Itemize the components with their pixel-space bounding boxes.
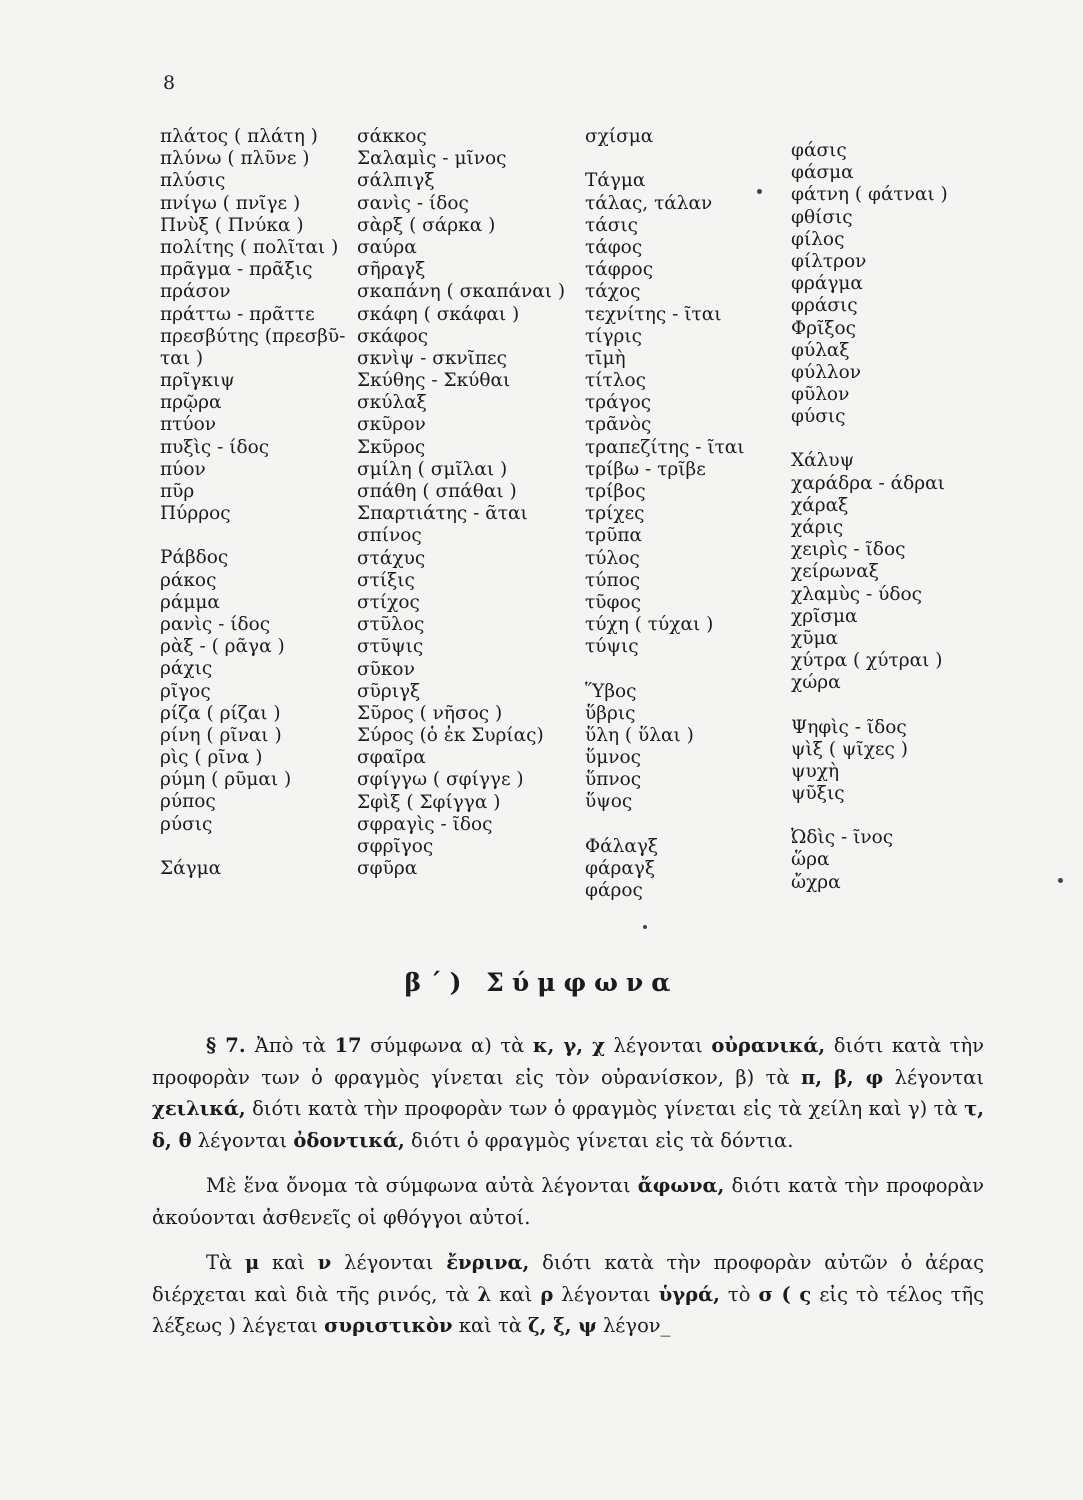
word-entry: Σπαρτιάτης - ᾶται: [357, 503, 528, 525]
word-entry: σῆραγξ: [357, 259, 426, 281]
word-entry: ρίνη ( ρῖναι ): [160, 724, 282, 746]
word-entry: τρίβω - τρῖβε: [585, 458, 706, 480]
word-entry: τρίβος: [585, 481, 646, 502]
text: καὶ: [491, 1282, 541, 1306]
word-entry: σχίσμα: [585, 126, 654, 147]
word-entry: σφῦρα: [357, 858, 418, 880]
word-entry: ὕμνος: [585, 747, 642, 769]
word-entry: πράττω - πρᾶττε: [160, 303, 315, 325]
ink-speck: [643, 925, 647, 929]
word-entry: τύπος: [585, 569, 641, 591]
text: λέγονται: [553, 1282, 659, 1306]
word-entry: σφίγγω ( σφίγγε ): [357, 769, 524, 791]
word-entry: Ράβδος: [160, 547, 229, 569]
word-entry: σφαῖρα: [357, 747, 426, 769]
word-entry: σκαπάνη ( σκαπάναι ): [357, 281, 566, 303]
word-entry: φύλλον: [791, 361, 862, 383]
word-entry: χαράδρα - άδραι: [791, 472, 945, 494]
word-entry: τραπεζίτης - ῖται: [585, 436, 745, 458]
word-entry: πύον: [160, 458, 206, 480]
text-bold: ν: [317, 1251, 332, 1274]
word-column-1: [160, 126, 345, 880]
word-entry: Σύρος (ὁ ἐκ Συρίας): [357, 725, 544, 747]
text-bold: τ, δ, θ: [152, 1097, 984, 1152]
word-entry: ρὰξ - ( ρᾶγα ): [160, 636, 285, 658]
word-entry: φράγμα: [791, 273, 863, 295]
text: καὶ: [259, 1251, 318, 1274]
term-bold: ἔνρινα,: [446, 1251, 530, 1274]
word-entry: φῦλον: [791, 384, 850, 406]
word-entry: ὤχρα: [791, 871, 841, 893]
word-entry: σὰρξ ( σάρκα ): [357, 214, 496, 236]
word-entry: Σκῦρος: [357, 436, 426, 458]
word-entry: Σαλαμὶς - μῖνος: [357, 148, 507, 170]
word-entry: τεχνίτης - ῖται: [585, 303, 722, 325]
word-entry: σφραγὶς - ῖδος: [357, 813, 493, 835]
text: λέγονται: [331, 1251, 447, 1274]
word-entry: στίχος: [357, 591, 420, 613]
word-entry: χλαμὺς - ύδος: [791, 583, 922, 605]
word-entry: ρανὶς - ίδος: [160, 613, 271, 635]
word-entry: ράμμα: [160, 591, 220, 613]
paragraph-enrina: [152, 1247, 984, 1342]
word-entry: σῦκον: [357, 658, 415, 680]
word-entry: σῦριγξ: [357, 680, 421, 702]
word-entry: σκνὶψ - σκνῖπες: [357, 347, 508, 369]
text: λέγονται: [604, 1034, 712, 1057]
word-entry: σκάφη ( σκάφαι ): [357, 303, 520, 325]
word-entry: τάχος: [585, 281, 641, 303]
term-bold: χειλικά,: [152, 1097, 246, 1120]
word-entry: σκύλαξ: [357, 392, 427, 414]
word-entry: ράκος: [160, 569, 217, 591]
word-entry: φίλος: [791, 228, 845, 250]
word-group-chi: [791, 450, 948, 694]
word-entry: τρῦπα: [585, 525, 643, 547]
word-entry: Φάλαγξ: [585, 835, 659, 857]
word-entry: ὕπνος: [585, 769, 642, 791]
word-entry: Τάγμα: [585, 170, 646, 192]
page-number: 8: [163, 72, 176, 94]
word-entry: φάραγξ: [585, 857, 656, 879]
word-entry: πράσον: [160, 281, 231, 303]
word-entry: φάσμα: [791, 162, 854, 184]
word-entry: ὕλη ( ὕλαι ): [585, 724, 694, 746]
text: λέγονται: [191, 1128, 294, 1152]
word-group-rho: [160, 547, 345, 835]
word-group-psi: [791, 717, 948, 806]
text-bold: μ: [244, 1251, 260, 1274]
word-entry: τίγρις: [585, 325, 643, 347]
word-group-phi-start: [585, 836, 745, 903]
term-bold: ὀδοντικά,: [293, 1128, 405, 1152]
word-entry: ται ): [160, 347, 204, 369]
word-entry: πυξὶς - ίδος: [160, 436, 270, 458]
word-entry: ρὶς ( ρῖνα ): [160, 747, 263, 769]
word-entry: Φρῖξος: [791, 317, 856, 339]
word-entry: τρᾶνὸς: [585, 414, 652, 436]
word-entry: χύτρα ( χύτραι ): [791, 650, 943, 672]
word-group-upsilon: [585, 681, 745, 814]
text: σύμφωνα α) τὰ: [361, 1034, 533, 1057]
word-entry: πρᾶγμα - πρᾶξις: [160, 259, 313, 281]
text: διότι κατὰ τὴν προφορὰν των ὁ φραγμὸς γίνεται εἰς τὸν οὐρανίσκον, β) τὰ: [152, 1034, 984, 1089]
word-entry: φύσις: [791, 406, 846, 428]
word-entry: ὕψος: [585, 791, 633, 813]
word-entry: ρύσις: [160, 813, 213, 835]
word-entry: Ὕβος: [585, 680, 637, 702]
word-entry: Σῦρος ( νῆσος ): [357, 702, 503, 724]
term-bold: ὑγρά,: [658, 1282, 720, 1306]
text: διότι κατὰ τὴν προφορὰν αὐτῶν ὁ ἀέρας διέρχεται καὶ διὰ τῆς ρινός, τὰ: [152, 1251, 984, 1306]
text: διότι κατὰ τὴν προφορὰν ἀκούονται ἀσθενεῖς οἱ φθόγγοι αὐτοί.: [152, 1174, 985, 1229]
word-entry: ψῦξις: [791, 783, 845, 805]
word-entry: Πύρρος: [160, 503, 231, 525]
word-entry: ράχις: [160, 658, 213, 680]
word-entry: τῑμὴ: [585, 347, 626, 369]
word-entry: στίξις: [357, 569, 415, 591]
word-entry: τάφρος: [585, 259, 654, 281]
word-entry: φθίσις: [791, 206, 853, 228]
word-entry: πῦρ: [160, 481, 195, 502]
word-entry: σάλπιγξ: [357, 170, 435, 192]
word-entry: πρῖγκιψ: [160, 370, 235, 392]
text: εἰς τὸ τέλος τῆς λέξεως ) λέγεται: [152, 1282, 984, 1337]
word-entry: χειρὶς - ῖδος: [791, 539, 906, 561]
word-entry: τύχη ( τύχαι ): [585, 614, 714, 636]
word-entry: τάλας, τάλαν: [585, 192, 713, 214]
word-entry: πλύνω ( πλῦνε ): [160, 148, 310, 170]
word-entry: Σφὶξ ( Σφίγγα ): [357, 791, 501, 813]
word-entry: φύλαξ: [791, 339, 850, 361]
word-entry: φάρος: [585, 880, 643, 901]
word-entry: φράσις: [791, 295, 858, 317]
word-entry: τρίχες: [585, 503, 645, 525]
word-group-phi: [791, 140, 948, 428]
word-group-sigma: [357, 126, 565, 880]
word-entry: τίτλος: [585, 370, 646, 392]
word-entry: φάσις: [791, 140, 847, 161]
word-group-omega: [791, 827, 948, 894]
word-entry: Χάλυψ: [791, 450, 855, 472]
term-bold: οὐρανικά,: [711, 1034, 826, 1057]
term-bold: συριστικὸν: [324, 1314, 453, 1337]
word-entry: πλύσις: [160, 170, 226, 192]
word-entry: τῦφος: [585, 591, 641, 613]
word-entry: ρύπος: [160, 791, 216, 813]
word-entry: χείρωναξ: [791, 561, 879, 583]
ink-speck: [1058, 878, 1063, 883]
word-entry: ὥρα: [791, 849, 830, 871]
word-entry: ρίζα ( ρίζαι ): [160, 702, 281, 724]
word-entry: ψυχὴ: [791, 760, 840, 782]
word-entry: στῦλος: [357, 614, 425, 636]
paragraph-7: [152, 1030, 984, 1156]
text: λέγονται: [883, 1065, 984, 1089]
text-bold: λ: [477, 1282, 492, 1306]
word-entry: στῦψις: [357, 636, 424, 658]
word-entry: Ὠδὶς - ῖνος: [791, 827, 894, 849]
word-group-sigma-start: [160, 858, 345, 880]
word-entry: πρῷρα: [160, 392, 222, 414]
text-bold: ζ, ξ, ψ: [528, 1314, 597, 1337]
word-entry: πρεσβύτης (πρεσβῦ-: [160, 325, 346, 347]
ink-speck: [757, 189, 762, 194]
word-entry: [585, 148, 745, 170]
word-entry: σπίνος: [357, 525, 422, 547]
word-entry: ὕβρις: [585, 702, 636, 724]
word-entry: ρῖγος: [160, 680, 211, 702]
word-entry: τύψις: [585, 636, 639, 658]
text-bold: σ ( ς: [758, 1282, 812, 1306]
section-number: § 7.: [206, 1034, 255, 1057]
text: διότι ὁ φραγμὸς γίνεται εἰς τὰ δόντια.: [404, 1128, 794, 1152]
word-entry: σκάφος: [357, 325, 429, 347]
word-entry: Πνὺξ ( Πνύκα ): [160, 214, 304, 236]
word-entry: ρύμη ( ρῦμαι ): [160, 769, 292, 791]
word-entry: τύλος: [585, 547, 640, 569]
word-entry: σανὶς - ίδος: [357, 192, 469, 214]
word-entry: πλάτος ( πλάτη ): [160, 126, 318, 147]
word-entry: χάραξ: [791, 494, 849, 516]
word-entry: φάτνη ( φάτναι ): [791, 184, 948, 206]
text-bold: π, β, φ: [800, 1065, 884, 1089]
word-entry: τάφος: [585, 236, 643, 258]
word-entry: πνίγω ( πνῖγε ): [160, 192, 301, 214]
text-bold: ρ: [540, 1282, 554, 1306]
text: καὶ τὰ: [452, 1314, 529, 1337]
text-bold: 17: [334, 1034, 362, 1057]
word-entry: σάκκος: [357, 126, 427, 147]
word-entry: πολίτης ( πολῖται ): [160, 236, 339, 258]
word-entry: ψὶξ ( ψῖχες ): [791, 738, 908, 760]
word-column-3: [585, 126, 745, 902]
paragraph-aphona: [152, 1170, 984, 1233]
word-entry: σπάθη ( σπάθαι ): [357, 481, 517, 502]
text-bold: κ, γ, χ: [532, 1034, 605, 1057]
word-entry: Ψηφὶς - ῖδος: [791, 716, 907, 738]
word-entry: πτύον: [160, 414, 217, 436]
word-column-2: [357, 126, 565, 880]
word-group-pi: [160, 126, 345, 525]
word-entry: Σκύθης - Σκύθαι: [357, 370, 511, 392]
text: λέγον_: [596, 1314, 671, 1337]
word-entry: στάχυς: [357, 547, 426, 569]
text: διότι κατὰ τὴν προφορὰν των ὁ φραγμὸς γίνεται εἰς τὰ χείλη καὶ γ) τὰ: [245, 1097, 965, 1120]
word-entry: χρῖσμα: [791, 605, 858, 627]
word-entry: τάσις: [585, 214, 638, 236]
term-bold: ἄφωνα,: [637, 1174, 725, 1197]
text: Τὰ: [206, 1251, 245, 1274]
body-text: [152, 1030, 984, 1342]
text: τὸ: [719, 1282, 759, 1306]
text: Μὲ ἕνα ὄνομα τὰ σύμφωνα αὐτὰ λέγονται: [206, 1174, 638, 1197]
word-entry: τράγος: [585, 392, 652, 414]
word-column-4: [791, 140, 948, 894]
section-heading: β΄) Σύμφωνα: [404, 968, 679, 997]
word-entry: σκῦρον: [357, 414, 426, 436]
text: Ἀπὸ τὰ: [254, 1034, 335, 1057]
word-entry: χώρα: [791, 672, 841, 694]
word-entry: χῦμα: [791, 627, 838, 649]
word-entry: σμίλη ( σμῖλαι ): [357, 458, 508, 480]
word-entry: σαύρα: [357, 236, 417, 258]
word-entry: φίλτρον: [791, 250, 867, 272]
word-group-tau: [585, 126, 745, 659]
word-entry: σφρῖγος: [357, 836, 434, 857]
word-entry: χάρις: [791, 517, 844, 538]
word-entry: Σάγμα: [160, 857, 222, 879]
